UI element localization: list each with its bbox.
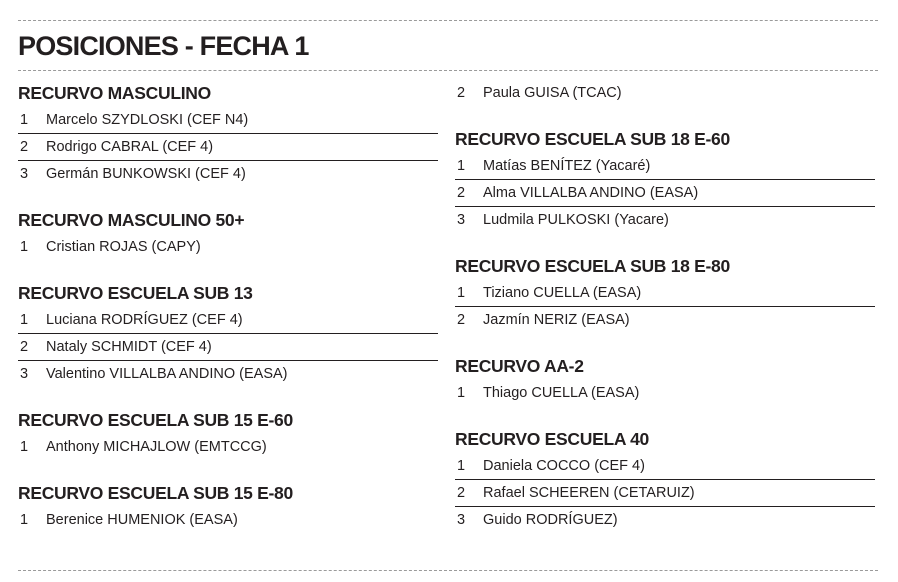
position-number: 2 (20, 139, 29, 155)
section-recurvo-escuela-sub15-e80 (18, 480, 438, 534)
section-recurvo-escuela-sub18-e80 (455, 253, 875, 334)
athlete-name: Alma VILLALBA ANDINO (EASA) (483, 185, 699, 201)
position-number: 1 (457, 285, 466, 301)
list-item (455, 453, 875, 480)
list-item (18, 361, 438, 388)
section-title: RECURVO ESCUELA SUB 15 E-60 (18, 410, 293, 430)
list-item (455, 180, 875, 207)
section-recurvo-escuela-sub18-e60 (455, 126, 875, 234)
position-number: 1 (20, 112, 29, 128)
list-item (455, 307, 875, 334)
list-item (18, 507, 438, 534)
list-item (455, 280, 875, 307)
top-dashed-rule (18, 20, 878, 21)
left-column (18, 80, 438, 553)
section-title: RECURVO ESCUELA SUB 15 E-80 (18, 483, 293, 503)
athlete-name: Rodrigo CABRAL (CEF 4) (46, 139, 214, 155)
page-title: POSICIONES - FECHA 1 (18, 31, 309, 61)
athlete-name: Guido RODRÍGUEZ) (483, 512, 618, 528)
position-number: 1 (20, 439, 29, 455)
athlete-name: Germán BUNKOWSKI (CEF 4) (46, 166, 246, 182)
athlete-name: Berenice HUMENIOK (EASA) (46, 512, 238, 528)
athlete-name: Valentino VILLALBA ANDINO (EASA) (46, 366, 288, 382)
athlete-name: Thiago CUELLA (EASA) (483, 385, 640, 401)
position-number: 3 (20, 166, 29, 182)
position-number: 2 (457, 85, 466, 101)
position-number: 2 (20, 339, 29, 355)
section-recurvo-escuela-sub13 (18, 280, 438, 388)
position-number: 3 (20, 366, 29, 382)
right-column (455, 80, 875, 553)
section-title: RECURVO ESCUELA SUB 18 E-60 (455, 129, 730, 149)
section-title: RECURVO ESCUELA 40 (455, 429, 649, 449)
athlete-name: Ludmila PULKOSKI (Yacare) (483, 212, 669, 228)
athlete-name: Jazmín NERIZ (EASA) (483, 312, 630, 328)
list-item (455, 153, 875, 180)
list-item (455, 80, 875, 107)
list-item (18, 234, 438, 261)
section-title: RECURVO MASCULINO 50+ (18, 210, 245, 230)
list-item (18, 134, 438, 161)
position-number: 1 (457, 458, 466, 474)
athlete-name: Anthony MICHAJLOW (EMTCCG) (46, 439, 267, 455)
athlete-name: Paula GUISA (TCAC) (483, 85, 622, 101)
athlete-name: Cristian ROJAS (CAPY) (46, 239, 201, 255)
athlete-name: Marcelo SZYDLOSKI (CEF N4) (46, 112, 249, 128)
position-number: 3 (457, 212, 466, 228)
list-item (18, 334, 438, 361)
position-number: 1 (457, 158, 466, 174)
section-title: RECURVO MASCULINO (18, 83, 211, 103)
list-item (18, 434, 438, 461)
position-number: 2 (457, 312, 466, 328)
section-carryover (455, 80, 875, 107)
athlete-name: Tiziano CUELLA (EASA) (483, 285, 642, 301)
list-item (455, 380, 875, 407)
position-number: 3 (457, 512, 466, 528)
section-recurvo-escuela-40 (455, 426, 875, 534)
list-item (18, 161, 438, 188)
athlete-name: Nataly SCHMIDT (CEF 4) (46, 339, 212, 355)
section-recurvo-masculino-50 (18, 207, 438, 261)
position-number: 1 (20, 512, 29, 528)
position-number: 1 (20, 239, 29, 255)
section-title: RECURVO AA-2 (455, 356, 584, 376)
position-number: 2 (457, 485, 466, 501)
list-item (455, 507, 875, 534)
list-item (18, 107, 438, 134)
section-recurvo-aa2 (455, 353, 875, 407)
position-number: 1 (20, 312, 29, 328)
position-number: 1 (457, 385, 466, 401)
title-dashed-rule (18, 70, 878, 71)
position-number: 2 (457, 185, 466, 201)
athlete-name: Rafael SCHEEREN (CETARUIZ) (483, 485, 695, 501)
section-title: RECURVO ESCUELA SUB 18 E-80 (455, 256, 730, 276)
list-item (455, 207, 875, 234)
athlete-name: Luciana RODRÍGUEZ (CEF 4) (46, 312, 243, 328)
athlete-name: Matías BENÍTEZ (Yacaré) (483, 158, 651, 174)
athlete-name: Daniela COCCO (CEF 4) (483, 458, 645, 474)
section-recurvo-masculino (18, 80, 438, 188)
bottom-dashed-rule (18, 570, 878, 571)
section-title: RECURVO ESCUELA SUB 13 (18, 283, 253, 303)
section-recurvo-escuela-sub15-e60 (18, 407, 438, 461)
list-item (455, 480, 875, 507)
list-item (18, 307, 438, 334)
